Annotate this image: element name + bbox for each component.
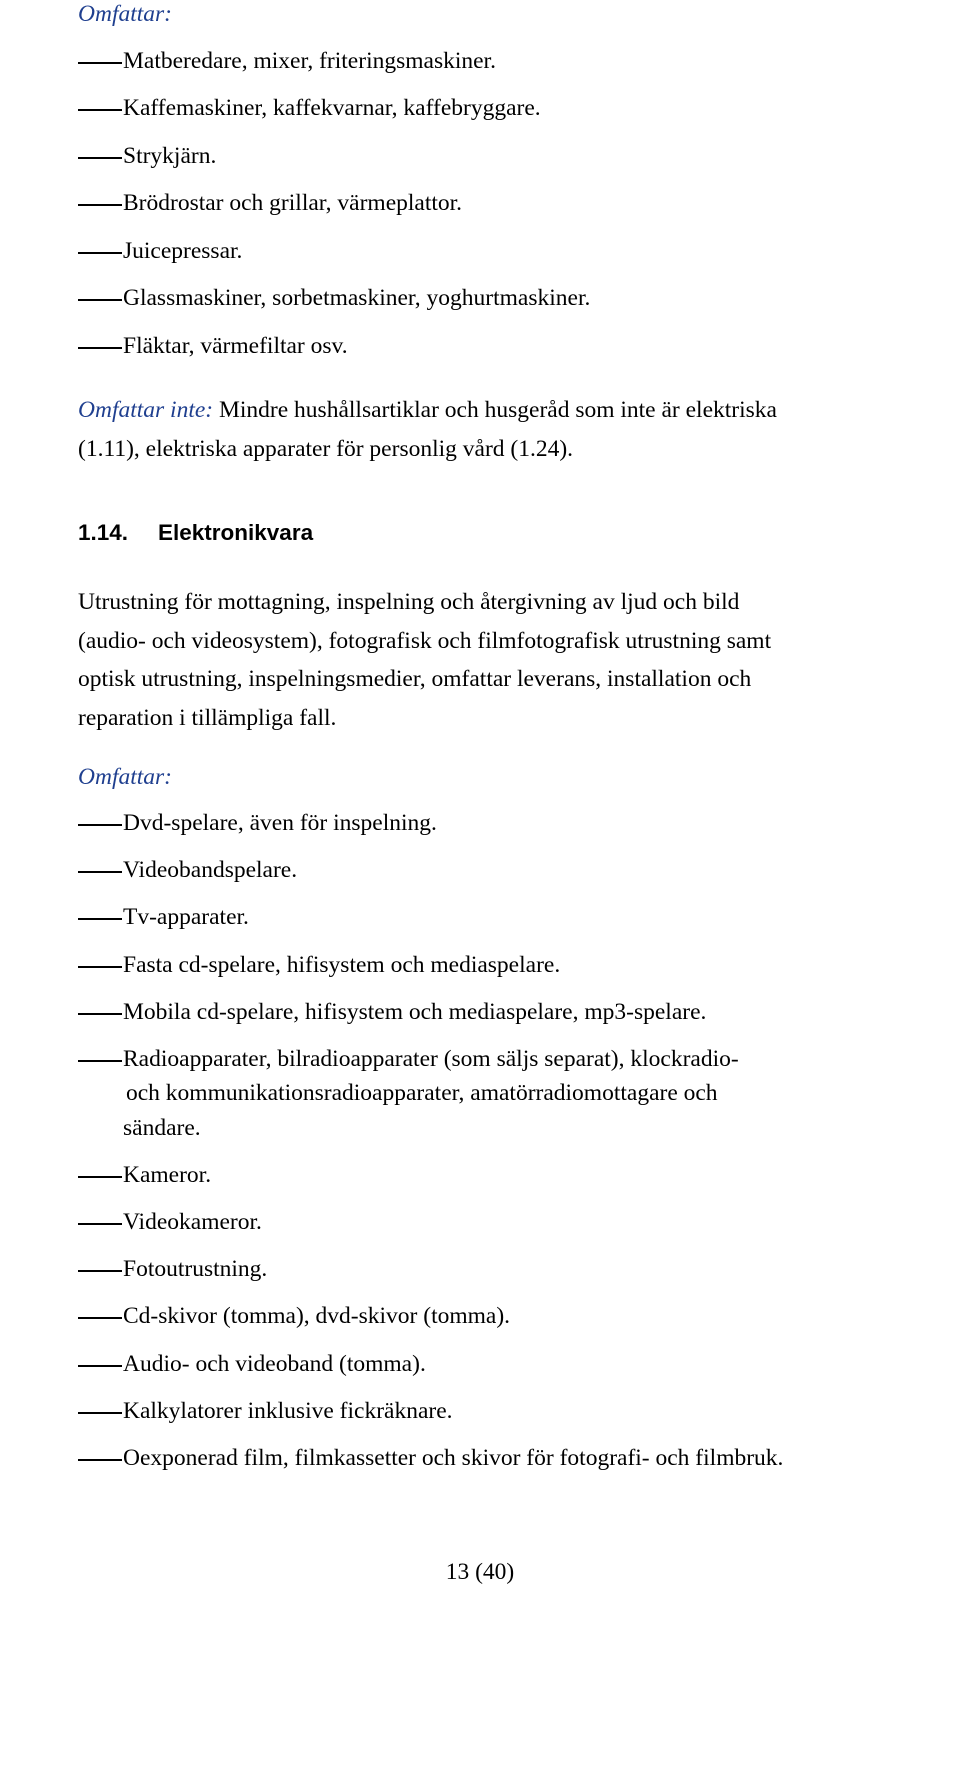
list-item-text: Kaffemaskiner, kaffekvarnar, kaffebryggare. (123, 95, 541, 121)
list-item-text: Fasta cd-spelare, hifisystem och mediaspelare. (123, 952, 561, 978)
includes-label: Omfattar: (78, 764, 172, 790)
description-line: (audio- och videosystem), fotografisk och filmfotografisk utrustning samt (78, 627, 772, 654)
list-item-text: Dvd-spelare, även för inspelning. (123, 810, 437, 836)
list-item-text: Strykjärn. (123, 143, 217, 169)
section-title: Elektronikvara (158, 520, 314, 545)
list-item-text-line2: och kommunikationsradioapparater, amatörradiomottagare och (126, 1080, 718, 1106)
list-item-text: Fläktar, värmefiltar osv. (123, 333, 348, 359)
description-line: Utrustning för mottagning, inspelning och återgivning av ljud och bild (78, 589, 740, 615)
list-item-text: Videokameror. (123, 1209, 262, 1235)
section-heading (78, 519, 313, 547)
list-item-text: Tv-apparater. (123, 904, 249, 930)
excludes-text-line2: (1.11), elektriska apparater för personlig vård (1.24). (78, 435, 574, 462)
section-description (78, 583, 938, 737)
list-item-text: Juicepressar. (123, 238, 243, 264)
description-line: reparation i tillämpliga fall. (78, 704, 337, 731)
excludes-note (78, 391, 938, 468)
list-item-text: Audio- och videoband (tomma). (123, 1351, 426, 1377)
list-item (78, 1045, 938, 1155)
list-item-text: Cd-skivor (tomma), dvd-skivor (tomma). (123, 1303, 511, 1329)
list-item-text-line3: sändare. (123, 1115, 201, 1141)
excludes-label: Omfattar inte: (78, 397, 214, 423)
excludes-text-line1: Mindre hushållsartiklar och husgeråd som inte är elektriska (219, 397, 777, 423)
list-item-text: Matberedare, mixer, friteringsmaskiner. (123, 48, 496, 74)
list-item-text: Brödrostar och grillar, värmeplattor. (123, 190, 463, 216)
page-number: 13 (40) (445, 1559, 515, 1585)
list-item-text: Glassmaskiner, sorbetmaskiner, yoghurtmaskiner. (123, 285, 591, 311)
description-line: optisk utrustning, inspelningsmedier, omfattar leverans, installation och (78, 666, 752, 692)
includes-label: Omfattar: (78, 1, 172, 27)
list-item-text: Fotoutrustning. (123, 1256, 268, 1282)
list-item-text: Kameror. (123, 1162, 212, 1188)
list-item-text: Oexponerad film, filmkassetter och skivor för fotografi- och filmbruk. (123, 1445, 784, 1471)
section-number: 1.14. (78, 520, 129, 545)
list-item-text: Videobandspelare. (123, 857, 298, 883)
list-item-text: Kalkylatorer inklusive fickräknare. (123, 1398, 453, 1424)
list-item-text: Mobila cd-spelare, hifisystem och mediaspelare, mp3-spelare. (123, 999, 707, 1025)
list-item-text-line1: Radioapparater, bilradioapparater (som säljs separat), klockradio- (123, 1046, 739, 1072)
